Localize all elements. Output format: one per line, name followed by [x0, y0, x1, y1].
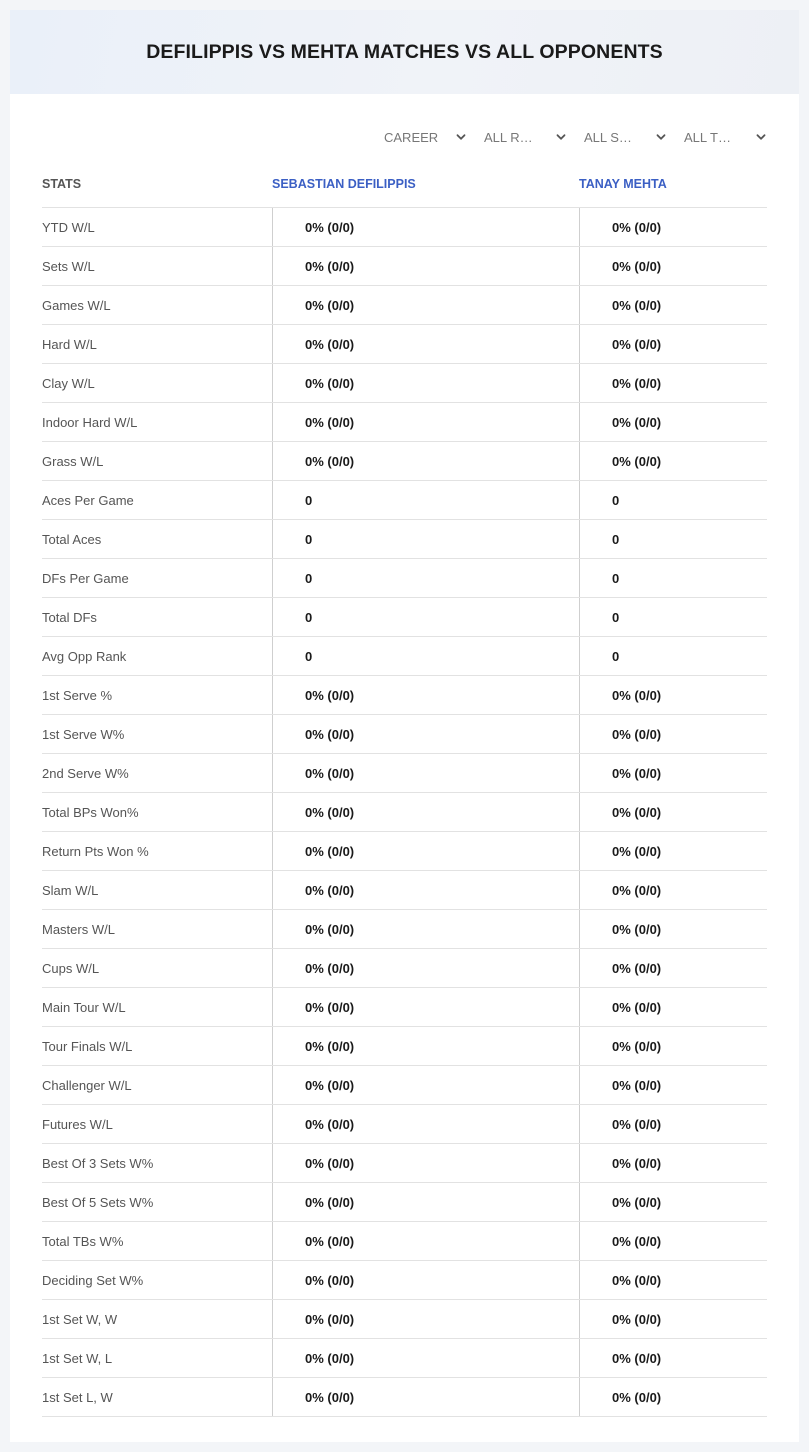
player2-value: 0% (0/0)	[579, 832, 767, 870]
stat-label: Total TBs W%	[42, 1233, 124, 1249]
header-player2	[579, 177, 767, 191]
player1-value: 0% (0/0)	[272, 1222, 579, 1260]
chevron-down-icon	[556, 132, 566, 142]
stat-label: 1st Set W, W	[42, 1311, 118, 1327]
table-row	[42, 1378, 767, 1417]
stats-table	[42, 160, 767, 1417]
stat-label: 2nd Serve W%	[42, 765, 129, 781]
player1-value: 0% (0/0)	[272, 1378, 579, 1416]
player2-value: 0% (0/0)	[579, 754, 767, 792]
table-row	[42, 988, 767, 1027]
player1-value: 0% (0/0)	[272, 1300, 579, 1338]
player1-value: 0% (0/0)	[272, 325, 579, 363]
player2-value: 0% (0/0)	[579, 715, 767, 753]
player1-value: 0	[272, 559, 579, 597]
player2-value: 0% (0/0)	[579, 247, 767, 285]
header-player1	[272, 177, 579, 191]
player2-value: 0% (0/0)	[579, 1144, 767, 1182]
table-row	[42, 1222, 767, 1261]
stat-label: Hard W/L	[42, 336, 97, 352]
table-row	[42, 1105, 767, 1144]
stat-label: Aces Per Game	[42, 492, 134, 508]
player1-value: 0% (0/0)	[272, 403, 579, 441]
filter-dropdown-3[interactable]	[580, 124, 680, 150]
table-row	[42, 598, 767, 637]
table-row	[42, 1144, 767, 1183]
player1-value: 0	[272, 637, 579, 675]
player1-value: 0% (0/0)	[272, 1261, 579, 1299]
table-row	[42, 910, 767, 949]
player2-value: 0% (0/0)	[579, 988, 767, 1026]
table-row	[42, 247, 767, 286]
player1-value: 0% (0/0)	[272, 1144, 579, 1182]
player2-value: 0	[579, 598, 767, 636]
player2-value: 0% (0/0)	[579, 949, 767, 987]
table-row	[42, 481, 767, 520]
chevron-down-icon	[756, 132, 766, 142]
player1-value: 0	[272, 598, 579, 636]
player1-value: 0% (0/0)	[272, 1066, 579, 1104]
filter-label: ALL T…	[684, 129, 731, 145]
player1-value: 0% (0/0)	[272, 754, 579, 792]
table-row	[42, 793, 767, 832]
table-row	[42, 286, 767, 325]
table-row	[42, 1261, 767, 1300]
player1-value: 0% (0/0)	[272, 442, 579, 480]
player1-value: 0	[272, 481, 579, 519]
stat-label: YTD W/L	[42, 219, 95, 235]
player1-value: 0% (0/0)	[272, 208, 579, 246]
player1-value: 0% (0/0)	[272, 910, 579, 948]
stat-label: Futures W/L	[42, 1116, 113, 1132]
chevron-down-icon	[456, 132, 466, 142]
card-header	[10, 10, 799, 94]
player1-value: 0% (0/0)	[272, 364, 579, 402]
player2-value: 0% (0/0)	[579, 325, 767, 363]
table-row	[42, 715, 767, 754]
table-row	[42, 754, 767, 793]
filter-dropdown-4[interactable]	[680, 124, 780, 150]
player1-value: 0% (0/0)	[272, 286, 579, 324]
player1-value: 0	[272, 520, 579, 558]
player1-value: 0% (0/0)	[272, 871, 579, 909]
stat-label: Cups W/L	[42, 960, 100, 976]
table-row	[42, 1339, 767, 1378]
table-row	[42, 637, 767, 676]
stats-card	[10, 10, 799, 1442]
player2-value: 0% (0/0)	[579, 286, 767, 324]
filter-dropdown-1[interactable]	[380, 124, 480, 150]
table-row	[42, 1066, 767, 1105]
table-row	[42, 208, 767, 247]
stat-label: Avg Opp Rank	[42, 648, 127, 664]
player2-value: 0% (0/0)	[579, 1105, 767, 1143]
player1-value: 0% (0/0)	[272, 949, 579, 987]
stat-label: Deciding Set W%	[42, 1272, 144, 1288]
filter-label: ALL R…	[484, 129, 533, 145]
stat-label: Slam W/L	[42, 882, 99, 898]
table-row	[42, 442, 767, 481]
stat-label: Sets W/L	[42, 258, 95, 274]
player2-value: 0% (0/0)	[579, 1339, 767, 1377]
player2-value: 0% (0/0)	[579, 403, 767, 441]
player2-value: 0	[579, 637, 767, 675]
stat-label: Return Pts Won %	[42, 843, 149, 859]
player1-value: 0% (0/0)	[272, 988, 579, 1026]
table-row	[42, 1183, 767, 1222]
stat-label: DFs Per Game	[42, 570, 129, 586]
page-title: DEFILIPPIS VS MEHTA MATCHES VS ALL OPPONENTS	[146, 40, 663, 63]
player2-value: 0% (0/0)	[579, 1027, 767, 1065]
stat-label: 1st Set W, L	[42, 1350, 113, 1366]
player1-value: 0% (0/0)	[272, 1027, 579, 1065]
chevron-down-icon	[656, 132, 666, 142]
stat-label: Tour Finals W/L	[42, 1038, 133, 1054]
table-row	[42, 949, 767, 988]
stat-label: 1st Set L, W	[42, 1389, 113, 1405]
player1-link[interactable]: SEBASTIAN DEFILIPPIS	[272, 176, 416, 191]
filter-label: CAREER	[384, 129, 439, 145]
player1-value: 0% (0/0)	[272, 676, 579, 714]
player2-value: 0% (0/0)	[579, 676, 767, 714]
table-body	[42, 208, 767, 1417]
filter-label: ALL S…	[584, 129, 632, 145]
player1-value: 0% (0/0)	[272, 793, 579, 831]
player2-value: 0% (0/0)	[579, 1066, 767, 1104]
player1-value: 0% (0/0)	[272, 1105, 579, 1143]
player2-value: 0% (0/0)	[579, 1378, 767, 1416]
table-row	[42, 832, 767, 871]
table-row	[42, 1300, 767, 1339]
table-row	[42, 676, 767, 715]
stat-label: Main Tour W/L	[42, 999, 126, 1015]
player2-value: 0	[579, 520, 767, 558]
table-header	[42, 160, 767, 208]
header-stats: STATS	[42, 176, 82, 191]
stat-label: Best Of 5 Sets W%	[42, 1194, 154, 1210]
table-row	[42, 520, 767, 559]
table-row	[42, 559, 767, 598]
player2-value: 0% (0/0)	[579, 1300, 767, 1338]
stat-label: Total BPs Won%	[42, 804, 139, 820]
table-row	[42, 871, 767, 910]
stat-label: Indoor Hard W/L	[42, 414, 138, 430]
filter-dropdown-2[interactable]	[480, 124, 580, 150]
table-row	[42, 325, 767, 364]
player2-value: 0% (0/0)	[579, 871, 767, 909]
table-row	[42, 1027, 767, 1066]
stat-label: Games W/L	[42, 297, 111, 313]
player2-value: 0% (0/0)	[579, 442, 767, 480]
stat-label: 1st Serve %	[42, 687, 113, 703]
stat-label: Masters W/L	[42, 921, 115, 937]
stat-label: Best Of 3 Sets W%	[42, 1155, 154, 1171]
player2-value: 0% (0/0)	[579, 208, 767, 246]
player2-value: 0% (0/0)	[579, 1261, 767, 1299]
player2-value: 0	[579, 481, 767, 519]
player1-value: 0% (0/0)	[272, 1339, 579, 1377]
stat-label: Total Aces	[42, 531, 102, 547]
stat-label: Challenger W/L	[42, 1077, 132, 1093]
stat-label: Total DFs	[42, 609, 97, 625]
stat-label: Clay W/L	[42, 375, 95, 391]
table-row	[42, 364, 767, 403]
player1-value: 0% (0/0)	[272, 715, 579, 753]
stat-label: 1st Serve W%	[42, 726, 125, 742]
player2-value: 0% (0/0)	[579, 1183, 767, 1221]
player1-value: 0% (0/0)	[272, 247, 579, 285]
player2-value: 0% (0/0)	[579, 1222, 767, 1260]
player1-value: 0% (0/0)	[272, 832, 579, 870]
player2-value: 0% (0/0)	[579, 910, 767, 948]
filter-bar	[380, 124, 780, 150]
player2-value: 0	[579, 559, 767, 597]
player2-value: 0% (0/0)	[579, 793, 767, 831]
player1-value: 0% (0/0)	[272, 1183, 579, 1221]
player2-link[interactable]: TANAY MEHTA	[579, 176, 667, 191]
table-row	[42, 403, 767, 442]
stat-label: Grass W/L	[42, 453, 104, 469]
player2-value: 0% (0/0)	[579, 364, 767, 402]
